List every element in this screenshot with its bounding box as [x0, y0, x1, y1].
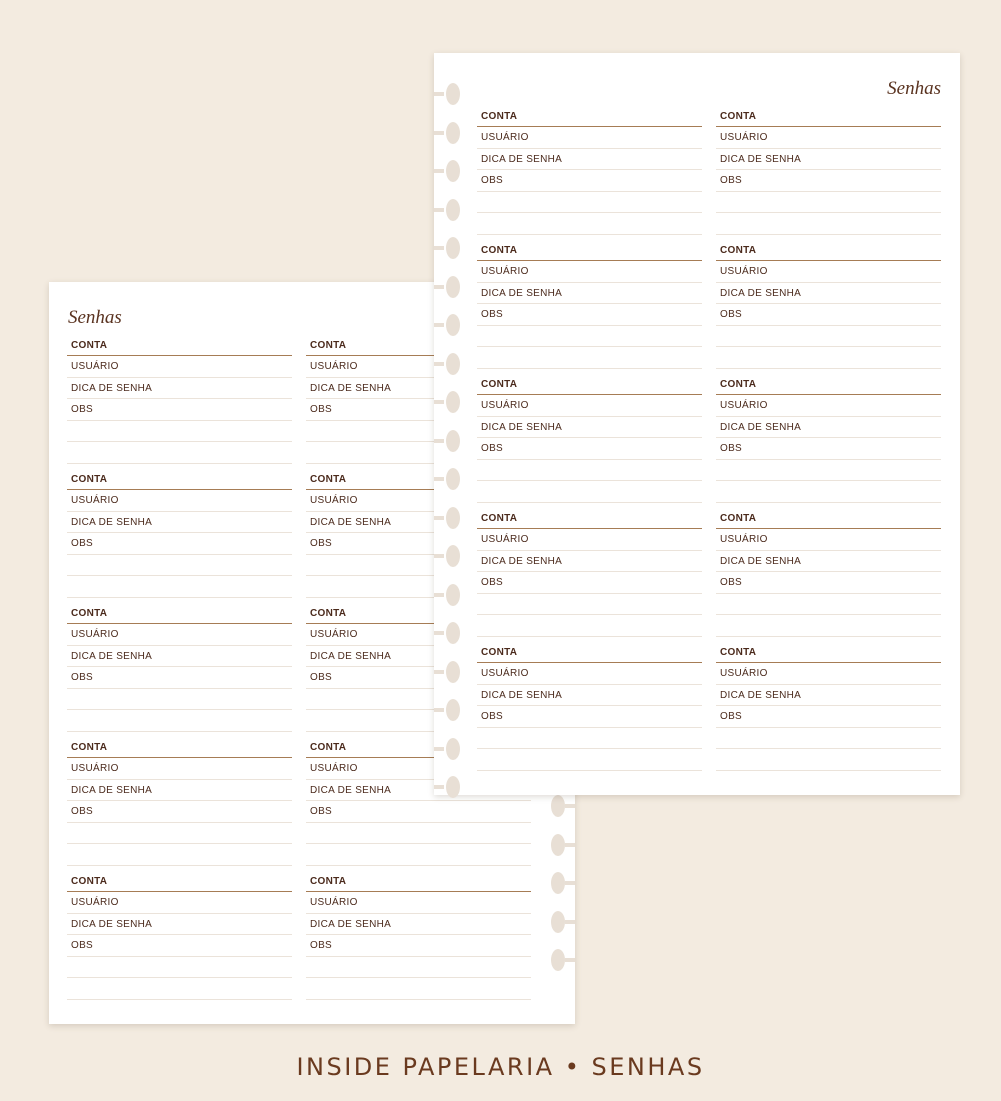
field-label-conta: CONTA [716, 513, 941, 529]
field-label-usuario: USUÁRIO [716, 395, 941, 417]
field-label-dica-de-senha: DICA DE SENHA [67, 378, 292, 400]
field-label-usuario: USUÁRIO [67, 356, 292, 378]
field-label-dica-de-senha: DICA DE SENHA [306, 378, 531, 400]
blank-line [716, 213, 941, 235]
binder-ring-hole [434, 703, 456, 717]
field-label-conta: CONTA [67, 340, 292, 356]
blank-line [306, 957, 531, 979]
blank-line [477, 615, 702, 637]
field-label-obs: OBS [477, 572, 702, 594]
field-label-conta: CONTA [477, 245, 702, 261]
password-record [67, 474, 292, 598]
field-label-dica-de-senha: DICA DE SENHA [477, 551, 702, 573]
blank-line [716, 347, 941, 369]
binder-ring-hole [434, 588, 456, 602]
binder-ring-hole [434, 511, 456, 525]
field-label-dica-de-senha: DICA DE SENHA [477, 283, 702, 305]
field-label-conta: CONTA [306, 608, 531, 624]
binder-ring-hole [434, 87, 456, 101]
password-record [716, 513, 941, 637]
blank-line [477, 347, 702, 369]
field-label-conta: CONTA [306, 742, 531, 758]
field-label-dica-de-senha: DICA DE SENHA [477, 149, 702, 171]
password-record [716, 111, 941, 235]
blank-line [67, 689, 292, 711]
field-label-conta: CONTA [67, 876, 292, 892]
blank-line [477, 213, 702, 235]
field-label-obs: OBS [306, 935, 531, 957]
field-label-usuario: USUÁRIO [477, 127, 702, 149]
binder-ring-hole [553, 953, 575, 967]
field-label-usuario: USUÁRIO [477, 261, 702, 283]
blank-line [477, 460, 702, 482]
field-label-conta: CONTA [716, 379, 941, 395]
field-label-obs: OBS [477, 304, 702, 326]
binder-ring-hole [434, 549, 456, 563]
field-label-usuario: USUÁRIO [67, 490, 292, 512]
blank-line [716, 594, 941, 616]
field-label-conta: CONTA [306, 474, 531, 490]
field-label-conta: CONTA [716, 111, 941, 127]
binder-ring-hole [434, 164, 456, 178]
page-title: Senhas [887, 78, 941, 99]
password-record [67, 742, 292, 866]
field-label-usuario: USUÁRIO [67, 758, 292, 780]
footer-caption [0, 1053, 1001, 1081]
field-label-conta: CONTA [477, 513, 702, 529]
blank-line [306, 978, 531, 1000]
field-label-usuario: USUÁRIO [306, 624, 531, 646]
field-label-conta: CONTA [67, 474, 292, 490]
field-label-dica-de-senha: DICA DE SENHA [67, 780, 292, 802]
blank-line [477, 749, 702, 771]
field-label-obs: OBS [716, 304, 941, 326]
field-label-usuario: USUÁRIO [477, 395, 702, 417]
blank-line [716, 728, 941, 750]
field-label-conta: CONTA [716, 245, 941, 261]
field-label-conta: CONTA [67, 608, 292, 624]
footer-brand: INSIDE PAPELARIA [296, 1053, 555, 1081]
binder-ring-hole [553, 799, 575, 813]
field-label-usuario: USUÁRIO [477, 529, 702, 551]
password-record [477, 513, 702, 637]
blank-line [716, 192, 941, 214]
field-label-dica-de-senha: DICA DE SENHA [716, 283, 941, 305]
binder-ring-hole [553, 838, 575, 852]
binder-ring-hole [434, 780, 456, 794]
field-label-dica-de-senha: DICA DE SENHA [67, 646, 292, 668]
binder-ring-hole [434, 357, 456, 371]
field-label-conta: CONTA [716, 647, 941, 663]
blank-line [477, 594, 702, 616]
binder-ring-hole [434, 318, 456, 332]
field-label-dica-de-senha: DICA DE SENHA [716, 149, 941, 171]
field-label-obs: OBS [716, 438, 941, 460]
field-label-dica-de-senha: DICA DE SENHA [477, 417, 702, 439]
password-record [716, 245, 941, 369]
password-record [477, 647, 702, 771]
blank-line [716, 326, 941, 348]
field-label-conta: CONTA [306, 340, 531, 356]
binder-ring-hole [553, 915, 575, 929]
field-label-obs: OBS [716, 706, 941, 728]
password-record [306, 876, 531, 1000]
field-label-obs: OBS [306, 399, 531, 421]
field-label-obs: OBS [306, 801, 531, 823]
field-label-dica-de-senha: DICA DE SENHA [716, 551, 941, 573]
field-label-obs: OBS [477, 438, 702, 460]
field-label-usuario: USUÁRIO [306, 356, 531, 378]
field-label-dica-de-senha: DICA DE SENHA [67, 914, 292, 936]
blank-line [67, 978, 292, 1000]
password-record [716, 647, 941, 771]
binder-ring-hole [434, 241, 456, 255]
field-label-obs: OBS [306, 533, 531, 555]
binder-ring-hole [434, 203, 456, 217]
field-label-obs: OBS [67, 399, 292, 421]
field-label-obs: OBS [67, 667, 292, 689]
blank-line [67, 576, 292, 598]
field-label-dica-de-senha: DICA DE SENHA [306, 914, 531, 936]
field-label-usuario: USUÁRIO [306, 758, 531, 780]
footer-separator: • [564, 1053, 582, 1081]
blank-line [477, 728, 702, 750]
field-label-usuario: USUÁRIO [67, 624, 292, 646]
field-label-dica-de-senha: DICA DE SENHA [67, 512, 292, 534]
field-label-obs: OBS [716, 170, 941, 192]
field-label-usuario: USUÁRIO [477, 663, 702, 685]
password-record [716, 379, 941, 503]
field-label-usuario: USUÁRIO [306, 892, 531, 914]
field-label-usuario: USUÁRIO [716, 663, 941, 685]
password-record [67, 876, 292, 1000]
field-label-dica-de-senha: DICA DE SENHA [477, 685, 702, 707]
field-label-usuario: USUÁRIO [716, 529, 941, 551]
field-label-obs: OBS [477, 170, 702, 192]
field-label-dica-de-senha: DICA DE SENHA [306, 512, 531, 534]
field-label-obs: OBS [67, 935, 292, 957]
field-label-dica-de-senha: DICA DE SENHA [716, 417, 941, 439]
binder-ring-hole [434, 742, 456, 756]
binder-ring-hole [434, 434, 456, 448]
field-label-usuario: USUÁRIO [67, 892, 292, 914]
field-label-obs: OBS [477, 706, 702, 728]
blank-line [306, 823, 531, 845]
field-label-dica-de-senha: DICA DE SENHA [306, 646, 531, 668]
field-label-conta: CONTA [306, 876, 531, 892]
password-record [67, 340, 292, 464]
password-record [477, 111, 702, 235]
blank-line [716, 481, 941, 503]
binder-ring-hole [434, 395, 456, 409]
blank-line [716, 615, 941, 637]
page-title: Senhas [68, 307, 122, 328]
field-label-obs: OBS [67, 801, 292, 823]
blank-line [67, 442, 292, 464]
password-record [477, 245, 702, 369]
field-label-usuario: USUÁRIO [306, 490, 531, 512]
blank-line [716, 460, 941, 482]
blank-line [716, 749, 941, 771]
password-record [67, 608, 292, 732]
blank-line [477, 192, 702, 214]
field-label-obs: OBS [716, 572, 941, 594]
binder-ring-hole [434, 626, 456, 640]
binder-ring-hole [434, 665, 456, 679]
field-label-usuario: USUÁRIO [716, 261, 941, 283]
blank-line [477, 326, 702, 348]
blank-line [67, 555, 292, 577]
field-label-obs: OBS [306, 667, 531, 689]
field-label-dica-de-senha: DICA DE SENHA [716, 685, 941, 707]
field-label-usuario: USUÁRIO [716, 127, 941, 149]
footer-section: SENHAS [591, 1053, 705, 1081]
blank-line [306, 844, 531, 866]
binder-ring-hole [434, 280, 456, 294]
blank-line [67, 710, 292, 732]
binder-ring-hole [434, 472, 456, 486]
field-label-conta: CONTA [477, 111, 702, 127]
blank-line [477, 481, 702, 503]
blank-line [67, 823, 292, 845]
blank-line [67, 844, 292, 866]
field-label-conta: CONTA [477, 379, 702, 395]
binder-ring-hole [553, 876, 575, 890]
field-label-obs: OBS [67, 533, 292, 555]
field-label-dica-de-senha: DICA DE SENHA [306, 780, 531, 802]
planner-page-front [434, 53, 960, 795]
field-label-conta: CONTA [477, 647, 702, 663]
binder-ring-hole [434, 126, 456, 140]
blank-line [67, 421, 292, 443]
field-label-conta: CONTA [67, 742, 292, 758]
blank-line [67, 957, 292, 979]
password-record [477, 379, 702, 503]
